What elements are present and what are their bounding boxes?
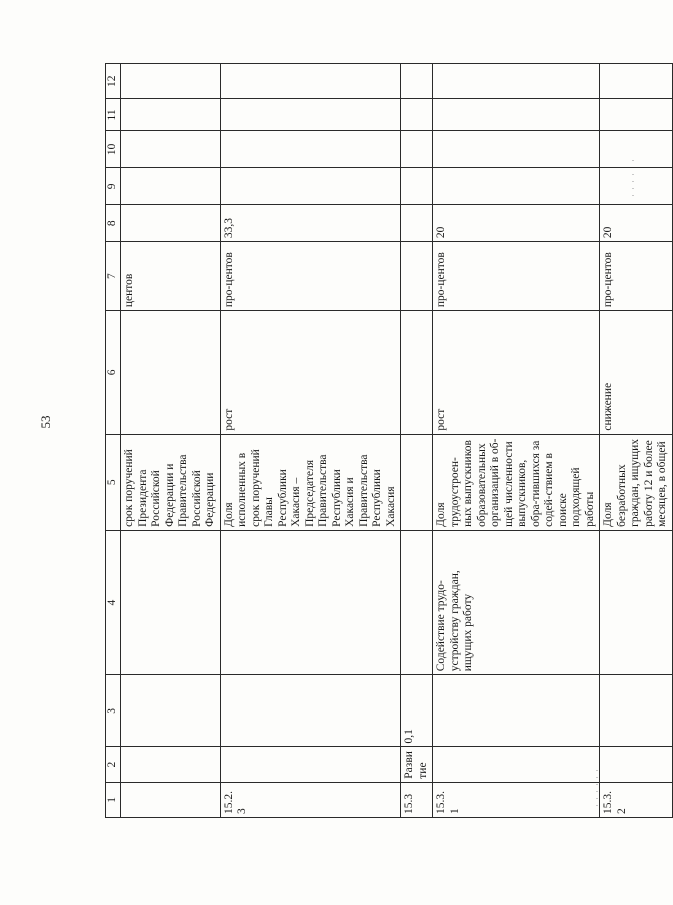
cell-weight	[600, 675, 673, 747]
cell-number: 15.3.2	[600, 782, 673, 817]
cell-empty	[220, 99, 401, 131]
cell-number: 15.3.1	[433, 782, 600, 817]
table-row	[401, 64, 433, 818]
cell-weight	[121, 675, 221, 747]
cell-empty	[600, 168, 673, 205]
header-row	[106, 64, 121, 818]
cell-number: 15.2.3	[220, 782, 401, 817]
cell-empty	[220, 168, 401, 205]
cell-indicator: срок поручений Президента Российской Федерации и Правительства Российской Федерации	[121, 434, 221, 530]
cell-empty	[401, 168, 433, 205]
cell-empty	[220, 64, 401, 99]
cell-task	[600, 530, 673, 674]
cell-program	[220, 747, 401, 782]
cell-empty	[121, 99, 221, 131]
cell-number	[121, 782, 221, 817]
header-cell: 5	[106, 434, 121, 530]
cell-indicator: Доля исполненных в срок поручений Главы Республики Хакасия – Председателя Правительства Республики Хакасия и Правительства Республики Хакасия	[220, 434, 401, 530]
cell-unit: про-центов	[220, 242, 401, 311]
cell-target	[401, 205, 433, 242]
cell-number: 15.3	[401, 782, 433, 817]
header-cell: 3	[106, 675, 121, 747]
cell-indicator: Доля трудоустроен-ных выпускников образовательных организаций в об-щей численности выпускников, обра-тившихся за содей-ствием в поиске подходящей работы	[433, 434, 600, 530]
header-cell: 8	[106, 205, 121, 242]
cell-unit: центов	[121, 242, 221, 311]
header-cell: 10	[106, 131, 121, 168]
table-row	[433, 64, 600, 818]
cell-target: 20	[433, 205, 600, 242]
cell-target: 20	[600, 205, 673, 242]
header-cell: 6	[106, 311, 121, 435]
page-number: 53	[38, 415, 53, 429]
cell-empty	[401, 99, 433, 131]
cell-trend	[121, 311, 221, 435]
cell-program	[600, 747, 673, 782]
cell-empty	[121, 64, 221, 99]
cell-empty	[121, 168, 221, 205]
cell-task	[220, 530, 401, 674]
cell-target	[121, 205, 221, 242]
cell-empty	[121, 131, 221, 168]
header-cell: 4	[106, 530, 121, 674]
cell-empty	[220, 131, 401, 168]
header-cell: 1	[106, 782, 121, 817]
cell-task: Содействие трудо-устройству граждан, ищущих работу	[433, 530, 600, 674]
cell-empty	[401, 64, 433, 99]
table-row	[121, 64, 221, 818]
cell-trend: рост	[433, 311, 600, 435]
cell-unit: про-центов	[600, 242, 673, 311]
cell-program: Развитие	[401, 747, 433, 782]
cell-unit	[401, 242, 433, 311]
header-cell: 9	[106, 168, 121, 205]
cell-empty	[433, 168, 600, 205]
cell-empty	[401, 131, 433, 168]
cell-empty	[433, 99, 600, 131]
cell-program	[121, 747, 221, 782]
header-cell: 2	[106, 747, 121, 782]
header-cell: 12	[106, 64, 121, 99]
header-cell: 7	[106, 242, 121, 311]
table-row	[220, 64, 401, 818]
cell-empty	[600, 99, 673, 131]
cell-target: 33,3	[220, 205, 401, 242]
indicators-table	[105, 63, 673, 818]
table-row	[600, 64, 673, 818]
cell-indicator	[401, 434, 433, 530]
cell-empty	[600, 131, 673, 168]
cell-trend: рост	[220, 311, 401, 435]
cell-task	[121, 530, 221, 674]
cell-task	[401, 530, 433, 674]
cell-empty	[433, 131, 600, 168]
cell-weight: 0,1	[401, 675, 433, 747]
header-cell: 11	[106, 99, 121, 131]
cell-empty	[600, 64, 673, 99]
cell-empty	[433, 64, 600, 99]
cell-indicator: Доля безработных граждан, ищущих работу 12 и более месяцев, в общей	[600, 434, 673, 530]
cell-trend: снижение	[600, 311, 673, 435]
cell-weight	[220, 675, 401, 747]
cell-weight	[433, 675, 600, 747]
cell-unit: про-центов	[433, 242, 600, 311]
cell-program	[433, 747, 600, 782]
rotated-table-container	[105, 63, 668, 818]
cell-trend	[401, 311, 433, 435]
